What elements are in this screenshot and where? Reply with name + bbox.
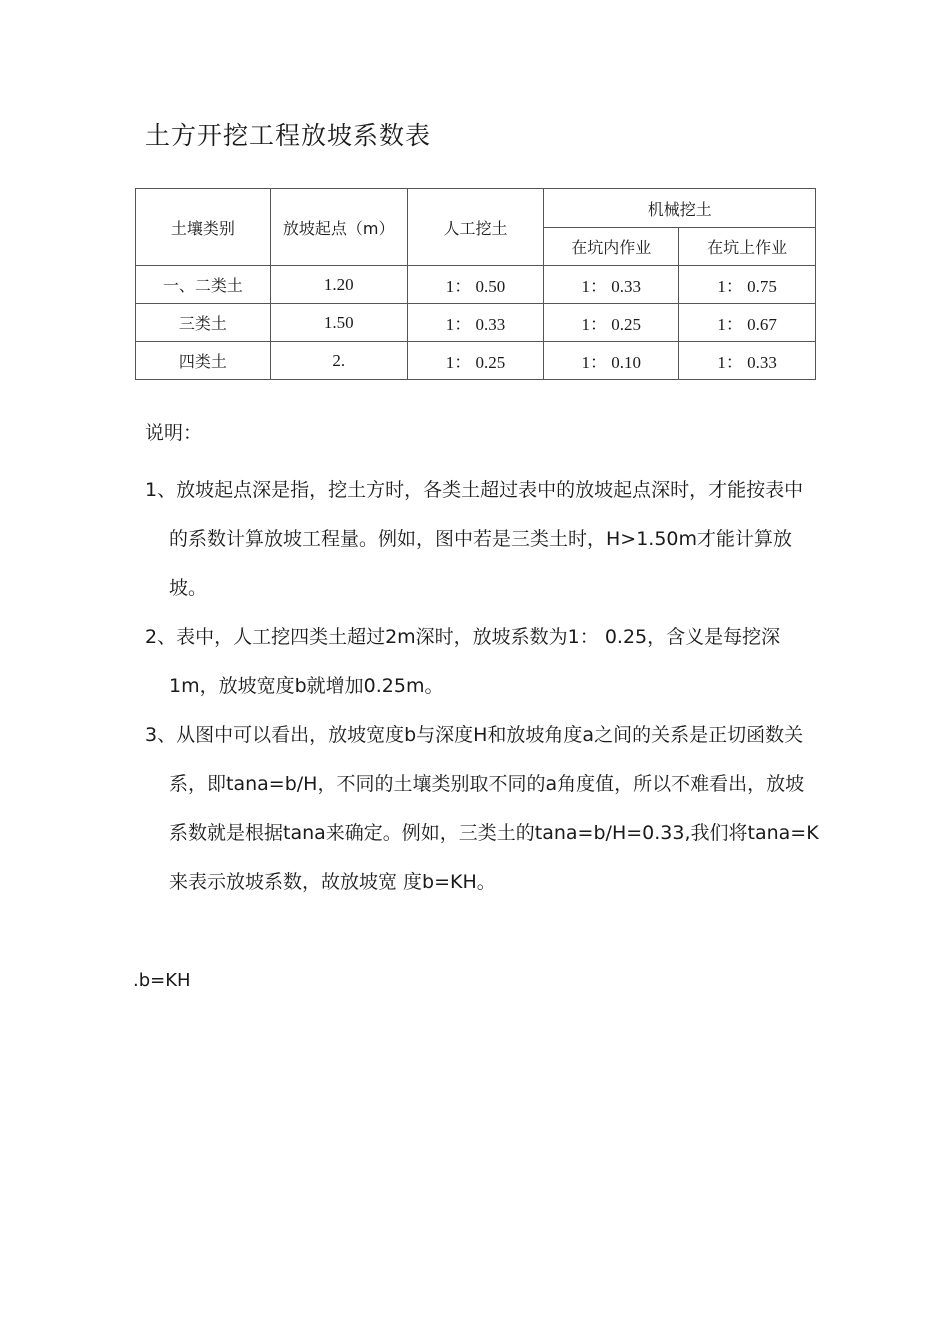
cell-in-pit: 1： 0.25 — [544, 304, 679, 342]
cell-manual: 1： 0.50 — [407, 266, 544, 304]
cell-manual: 1： 0.25 — [407, 342, 544, 380]
slope-coefficient-table — [135, 188, 816, 380]
cell-soil: 三类土 — [136, 304, 271, 342]
table-header-row — [136, 189, 816, 228]
formula-text: .b=KH — [133, 970, 191, 991]
header-mechanical-excavation: 机械挖土 — [544, 189, 816, 228]
cell-on-pit: 1： 0.33 — [679, 342, 816, 380]
header-on-pit: 在坑上作业 — [679, 228, 816, 266]
cell-on-pit: 1： 0.67 — [679, 304, 816, 342]
note-item: 3、从图中可以看出，放坡宽度b与深度H和放坡角度a之间的关系是正切函数关系，即tana=b/H，不同的土壤类别取不同的a角度值，所以不难看出，放坡系数就是根据tana来确定。例如，三类土的tana=b/H=0.33,我们将tana=K来表示放坡系数，故放坡宽 度b=KH。 — [145, 724, 819, 893]
cell-on-pit: 1： 0.75 — [679, 266, 816, 304]
page-title: 土方开挖工程放坡系数表 — [145, 121, 432, 150]
cell-in-pit: 1： 0.10 — [544, 342, 679, 380]
note-item: 2、表中，人工挖四类土超过2m深时，放坡系数为1： 0.25，含义是每挖深1m，放坡宽度b就增加0.25m。 — [145, 626, 781, 697]
note-item: 1、放坡起点深是指，挖土方时，各类土超过表中的放坡起点深时，才能按表中的系数计算放坡工程量。例如，图中若是三类土时，H>1.50m才能计算放坡。 — [145, 479, 804, 599]
header-soil-type: 土壤类别 — [136, 189, 271, 266]
table-row — [136, 266, 816, 304]
cell-manual: 1： 0.33 — [407, 304, 544, 342]
header-start-point: 放坡起点（m） — [270, 189, 407, 266]
table-row — [136, 304, 816, 342]
table-row — [136, 342, 816, 380]
header-manual-excavation: 人工挖土 — [407, 189, 544, 266]
cell-in-pit: 1： 0.33 — [544, 266, 679, 304]
cell-start: 1.50 — [270, 304, 407, 342]
cell-start: 2. — [270, 342, 407, 380]
header-in-pit: 在坑内作业 — [544, 228, 679, 266]
notes-section — [145, 418, 820, 907]
cell-soil: 一、二类土 — [136, 266, 271, 304]
notes-heading: 说明： — [145, 422, 203, 444]
cell-soil: 四类土 — [136, 342, 271, 380]
cell-start: 1.20 — [270, 266, 407, 304]
